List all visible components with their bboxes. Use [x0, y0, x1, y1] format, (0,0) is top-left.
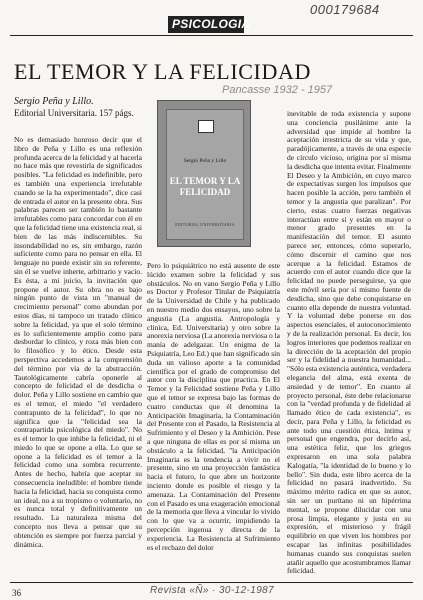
body-column-3: inevitable de toda existencia y supone una conciencia pusilánime ante la adversidad que impide al hombre la aceptación irrestricta de su vida y que, paradójicamente, a través de una especie de círculo vicioso, origina por sí misma la desdicha que intenta evitar. Finalmente El Deseo y la Ambición, en cuyo marco de expectativas surgen los impulsos que hacen posible la acción, pero también el temor y la angustia que paralizan". Por cierto, estas cuatro fuerzas negativas interactúan entre sí y están en mayor o menor grado presentes en la manifestación del temor. El asunto parece ser, entonces, cómo superarlo, cómo discernir el camino que nos acerque a la felicidad. Estamos de acuerdo con el autor cuando dice que la felicidad no puede perseguirse, ya que este móvil sería por sí mismo fuente de desdicha, sino que debe conquistarse en cuanto ella depende de nuestra voluntad. Y la voluntad debe ponerse en dos aspectos esenciales, el autoconocimiento y de la realización personal. Es decir, los logros interiores que podemos realizar en la dirección de la aceptación del propio ser y la fidelidad a nuestra humanidad... "Sólo esta existencia auténtica, verdadera elegancia del alma, está exenta de ansiedad y de temor". En cuanto al proyecto personal, éste debe relacionarse con la "verdad profunda y de fidelidad al llamado ético de cada existencia", es decir, para Peña y Lillo, la felicidad es ante todo una cuestión ética, íntima y personal que engendra, por decirlo así, una estética feliz, que los griegos expresaron en una sola palabra Kalogatía, "la identidad de lo bueno y lo bello". Sin duda, este libro acerca de la felicidad no pasará inadvertido. Su máximo mérito radica en que su autor, sin ser un purítano ni un hipérrima mental, se propone dilucidar con una prosa limpia, elegante y justa en su expresión, el misterioso y frágil equilibrio en que viven los hombres por escapar las infinitas posibilidades humanas cuando sus conquistas suelen atañir aquello que acostumbramos llamar felicidad.: [287, 110, 411, 576]
book-cover-image: [157, 100, 251, 247]
book-cover-publisher: EDITORIAL UNIVERSITARIA: [175, 222, 235, 227]
handwritten-footer-note: Revista «Ñ» · 30-12-1987: [150, 585, 275, 596]
handwritten-note: Pancasse 1932 - 1957: [222, 84, 333, 96]
book-cover-title: EL TEMOR Y LA FELICIDAD: [169, 176, 241, 197]
book-cover-authors: Sergio Peña y Lillo: [183, 158, 227, 164]
publisher-logo-icon: [198, 120, 214, 133]
article-authors: Sergio Peña y Lillo.: [14, 96, 94, 107]
bottom-rule: [10, 582, 413, 583]
book-cover-panel: [166, 109, 244, 240]
body-column-1: No es demasiado honroso decir que el libro de Peña y Lillo es una reflexión profunda acerca de la felicidad y al hacerla no hace más que revestirla de significados posibles. "La felicidad es indefinible, pero es también una experiencia irrefutable cuando se la ha experimentado", dice casi de entrada el autor en la presente obra. Sus palabras parecen ser también lo bastante irrefutables como para concordar con él en que la felicidad tiene una existencia real, si bien de las más indiscernibles. Su insondabilidad no es, sin embargo, razón suficiente como para no pensar en ella. El lenguaje no puede existir sin su referente, sin él se vuelve inherte, arbitrario y vacío. Es ésta, a mi juicio, la invitación que propone el autor. Su obra no es bajo ningún punto de vista un "manual de crecimiento personal" como abundan por estos días, ni tampoco un tratado clínico sobre la felicidad, ya que el solo término es lo suficientemente amplio como para desbordar lo clínico, y roza más bien con lo filosófico y lo ético. Desde esta perspectiva accedemos a la comprensión del término por vía de la abstracción. Tautológicamente cabría oponerle al concepto de felicidad el de desdicha o dolor. Peña y Lillo sostiene en cambio que es el temor, el miedo "el verdadero contrapunto de la felicidad", lo que no significa que la "felicidad sea la contrapartida psicológica del miedo". No es el temor lo que inhibe la felicidad, ni el miedo lo que se opone a ella. Lo que se opone a la felicidad es el temor a la felicidad como una sombra recurrente. Antes de hecho, habría que aceptar su consecuencia ineludible: el hombre tiende hacia la felicidad, hacia su conquista como un ideal, no a su tropismo o voluntario, no es nunca total y definitivamente un resultado. La naturaleza misma del concepto nos lleva a pensar que su obtención es siempre por fuerza parcial y dinámica.: [14, 136, 142, 549]
article-publisher: Editorial Universitaria. 157 págs.: [14, 108, 134, 118]
page-number: 36: [12, 588, 21, 598]
body-column-2: Pero lo psiquiátrico no está ausente de este lúcido examen sobre la felicidad y sus obstáculos. No en vano Sergio Peña y Lillo es Doctor y Profesor Titular de Psiquiatría de la Universidad de Chile y ha publicado en nuestro medio dos ensayos, uno sobre la angustia (La angustia. Antropología y clínica, Ed. Universitaria) y otro sobre la anorexia nerviosa (La anorexia nerviosa o la manía de adelgazar. Un enigma de la Psiquiatría, Leo Ed.) que han significado sin duda un valioso aporte a la comunidad científica por el grado de compromiso del autor con la disciplina que practica. En El Temor y la Felicidad sostiene Peña y Lillo que el temor se expresa bajo las formas de cuatro conductas que él denomina la Anticipación Imaginaria, la Contaminación del Presente con el Pasado, la Resistencia al Sufrimiento y el Deseo y la Ambición. Pese a que ninguna de ellas es por sí misma un obstáculo a la felicidad, "la Anticipación Imaginaria es la tendencia a vivir no el presente, sino en una proyección fantástica hacia el futuro, lo que abre un horizonte inciento donde es posible el riesgo y la amenaza. La Contaminación del Presente con el Pasado es una exageración emocional de la memoria que lleva a vincular lo vivido con lo que va a ocurrir, impidiendo la percepción ingenua y directa de la experiencia. La Resistencia al Sufrimiento es el rechazo del dolor: [147, 262, 280, 552]
section-label: PSICOLOGIA: [172, 17, 251, 31]
article-title: EL TEMOR Y LA FELICIDAD: [14, 59, 311, 84]
catalog-number: 000179684: [310, 2, 380, 17]
top-rule: [10, 35, 413, 36]
